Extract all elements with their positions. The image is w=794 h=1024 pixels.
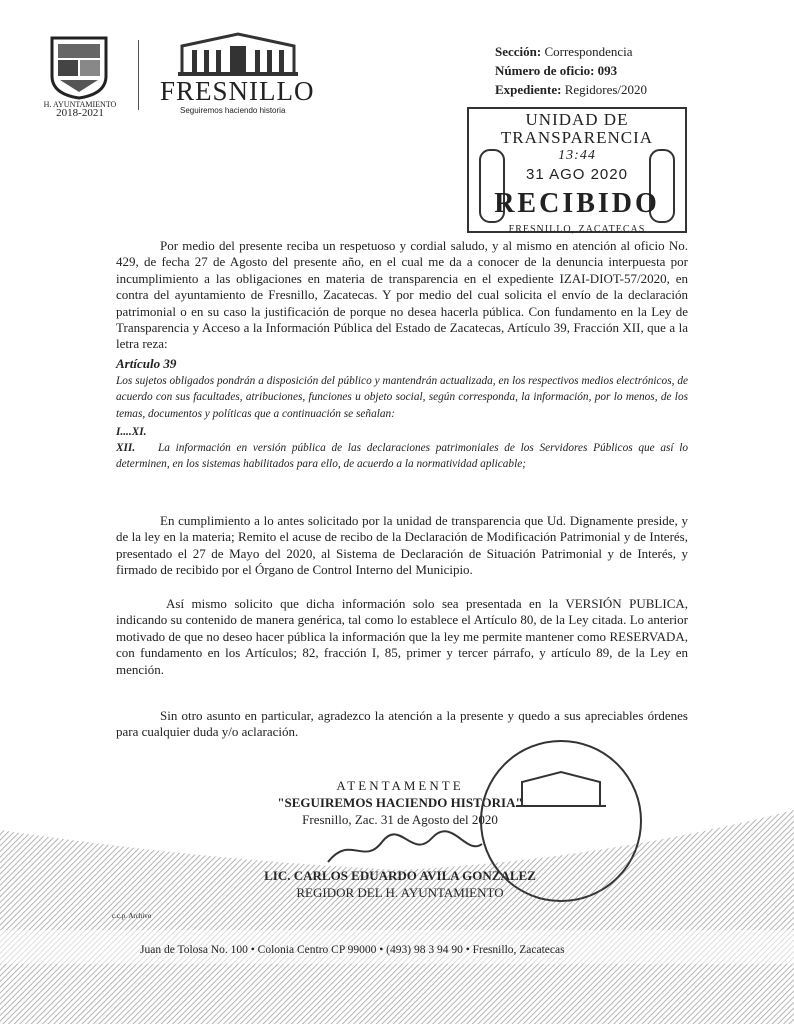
stamp-place: FRESNILLO, ZACATECAS — [508, 224, 646, 235]
closing-atentamente: ATENTAMENTE — [336, 778, 464, 793]
brand-name: FRESNILLO — [160, 76, 315, 106]
ayuntamiento-label — [38, 100, 122, 118]
seccion-value: Correspondencia — [544, 44, 633, 59]
expediente-label: Expediente: — [495, 82, 562, 97]
paragraph-4: Sin otro asunto en particular, agradezco la atención a la presente y quedo a sus apreciables órdenes para cualquier duda y/o aclaración. — [116, 708, 688, 740]
ayuntamiento-text: H. AYUNTAMIENTO — [43, 100, 117, 109]
article-xii — [116, 440, 688, 473]
closing-motto: "SEGUIREMOS HACIENDO HISTORIA" — [277, 795, 523, 810]
paragraph-1: Por medio del presente reciba un respetuoso y cordial saludo, y al mismo en atención al oficio No. 429, de fecha 27 de Agosto del presente año, en el cual me da a conocer de la denuncia interpuesta por incumplimiento a las obligaciones en materia de transparencia en el expediente IZAI-DIOT-57/2020, en contra del ayuntamiento de Fresnillo, Zacatecas. Y por medio del cual solicita el envío de la declaración patrimonial o en su caso la justificación de porque no desea hacerla pública. Con fundamento en la Ley de Transparencia y Acceso a la Información Pública del Estado de Zacatecas, Artículo 39, Fracción XII, que a la letra reza: — [116, 238, 688, 352]
stamp-line-1: UNIDAD DE — [525, 110, 629, 129]
xii-label: XII. — [116, 442, 136, 454]
document-meta — [495, 42, 647, 99]
building-logo-icon — [158, 32, 318, 82]
ayuntamiento-period: 2018-2021 — [56, 107, 104, 119]
stamp-line-2: TRANSPARENCIA — [500, 128, 654, 147]
stamp-received: RECIBIDO — [494, 188, 660, 219]
ccp-note: c.c.p. Archivo — [112, 912, 152, 920]
footer-address: Juan de Tolosa No. 100 • Colonia Centro CP 99000 • (493) 98 3 94 90 • Fresnillo, Zacatecas — [140, 944, 565, 956]
stamp-time: 13:44 — [558, 148, 596, 163]
seccion-label: Sección: — [495, 44, 542, 59]
article-range: I....XI. — [116, 426, 147, 438]
paragraph-2: En cumplimiento a lo antes solicitado por la unidad de transparencia que Ud. Dignamente preside, y de la ley en la materia; Remito el acuse de recibo de la Declaración de Modificación Patrimonial y de Interés, presentado el 27 de Mayo del 2020, al Sistema de Declaración de Situación Patrimonial y de Interés, y firmado de recibido por el Órgano de Control Interno del Municipio. — [116, 513, 688, 578]
fresnillo-logo — [158, 32, 318, 118]
expediente-value: Regidores/2020 — [564, 82, 648, 97]
closing-place-date: Fresnillo, Zac. 31 de Agosto del 2020 — [302, 812, 498, 827]
paragraph-3: Así mismo solicito que dicha información solo sea presentada en la VERSIÓN PUBLICA, indicando su contenido de manera genérica, tal como lo establece el Artículo 80, de la Ley citada. Lo anterior motivado de que no deseo hacer pública la información que la ley me permite mantener como RESERVADA, con fundamento en los Artículos; 82, fracción I, 85, primer y tercer párrafo, y artículo 89, de la Ley en mención. — [116, 596, 688, 677]
stamp-date: 31 AGO 2020 — [526, 166, 628, 183]
article-title: Artículo 39 — [116, 356, 177, 371]
oficio-value: 093 — [597, 63, 618, 78]
brand-slogan: Seguiremos haciendo historia — [180, 106, 286, 115]
article-text: Los sujetos obligados pondrán a disposición del público y mantendrán actualizada, en los respectivos medios electrónicos, de acuerdo con sus facultades, atribuciones, funciones u objeto social, según corresponda, la información, por lo menos, de los temas, documentos y políticas que a continuación se señalan: — [116, 375, 688, 420]
oficio-label: Número de oficio: — [495, 63, 595, 78]
municipal-coat-of-arms — [44, 32, 114, 100]
header-divider — [138, 40, 139, 110]
xii-text: La información en versión pública de las declaraciones patrimoniales de los Servidores Públicos que así lo determinen, en los sistemas habilitados para ello, de acuerdo a la normatividad aplicable; — [116, 442, 689, 471]
